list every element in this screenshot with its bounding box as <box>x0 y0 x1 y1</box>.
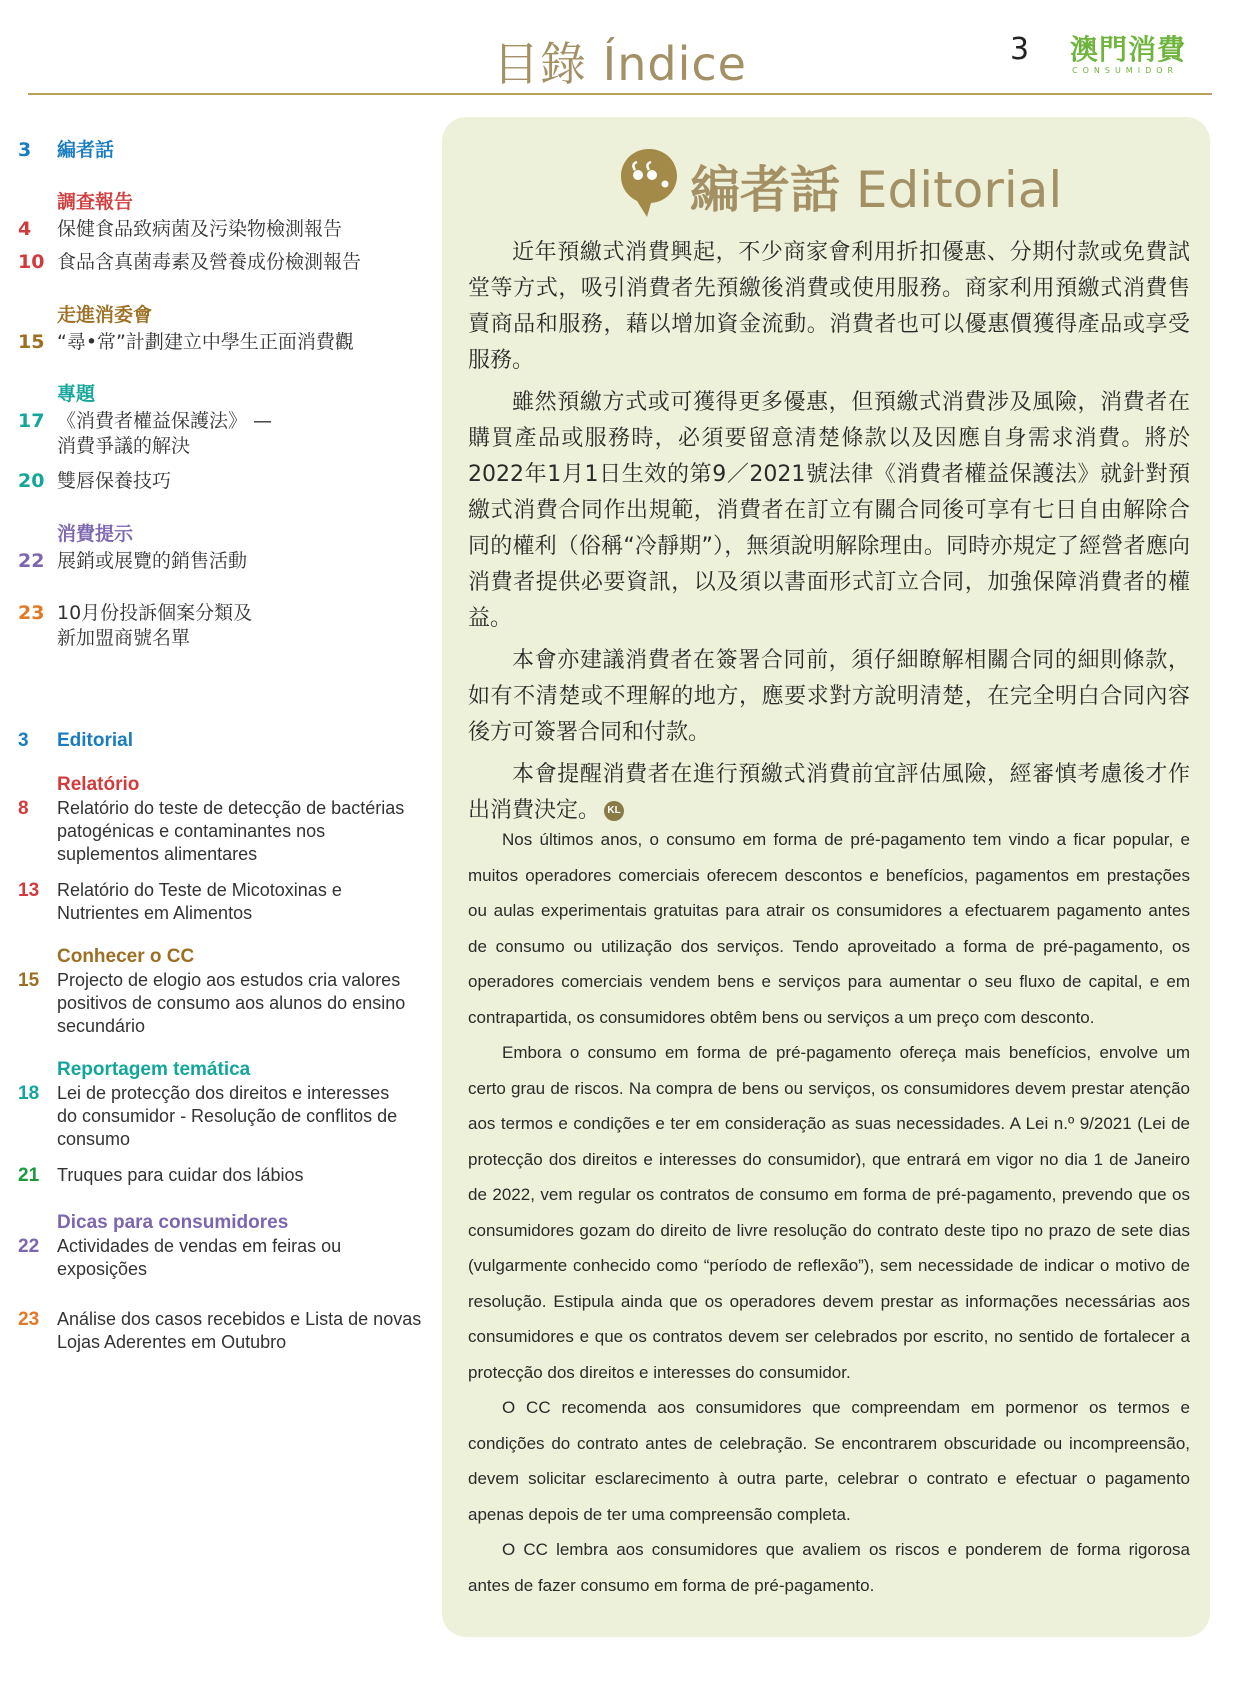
toc-entry-text: 雙唇保養技巧 <box>57 470 172 492</box>
editorial-title-en: Editorial <box>855 161 1063 219</box>
logo-sub-text: CONSUMIDOR <box>1072 66 1179 75</box>
paragraph: Embora o consumo em forma de pré-pagamento ofereça mais benefícios, envolve um certo grau de riscos. Na compra de bens ou serviços, os consumidores devem prestar atenção aos termos e condições e ter em consideração as suas necessidades. A Lei n.º 9/2021 (Lei de protecção dos direitos e interesses do consumidor), que entrará em vigor no dia 1 de Janeiro de 2022, vem regular os contratos de consumo em forma de pré-pagamento, prevendo que os consumidores gozam do direito de livre resolução do contrato deste tipo no prazo de sete dias (vulgarmente conhecido como “período de reflexão”), sem necessidade de indicar o motivo de resolução. Estipula ainda que os operadores devem prestar as informações necessárias aos consumidores e que os contratos devem ser celebrados por escrito, no sentido de fortalecer a protecção dos direitos e interesses do consumidor. <box>468 1043 1190 1382</box>
page-number: 3 <box>1010 32 1030 67</box>
toc-page-number: 23 <box>18 1309 40 1330</box>
toc-page-number: 20 <box>18 470 45 492</box>
toc-page-number: 4 <box>18 218 32 240</box>
toc-entry-text: positivos de consumo aos alunos do ensino <box>57 993 406 1013</box>
toc-entry-text: 食品含真菌毒素及營養成份檢測報告 <box>57 251 362 273</box>
paragraph: 雖然預繳方式或可獲得更多優惠，但預繳式消費涉及風險，消費者在購買產品或服務時，必須要留意清楚條款以及因應自身需求消費。將於2022年1月1日生效的第9／2021號法律《消費者權益保護法》就針對預繳式消費合同作出規範，消費者在訂立有關合同後可享有七日自由解除合同的權利（俗稱“冷靜期”），無須說明解除理由。同時亦規定了經營者應向消費者提供必要資訊，以及須以書面形式訂立合同，加強保障消費者的權益。 <box>468 390 1190 631</box>
toc-section-heading: 調查報告 <box>57 191 134 213</box>
paragraph-last <box>468 757 1190 829</box>
paragraph: Nos últimos anos, o consumo em forma de pré-pagamento tem vindo a ficar popular, e muitos operadores comerciais oferecem descontos e benefícios, pagamentos em prestações ou aulas experimentais gratuitas para atrair os consumidores a efectuarem pagamento antes de consumo ou utilização dos serviços. Tendo aproveitado a forma de pré-pagamento, os operadores comerciais vendem bens e serviços para aumentar o seu fluxo de capital, e em contrapartida, os consumidores obtêm bens ou serviços a um preço com desconto. <box>468 830 1190 1027</box>
toc-entry-text: Nutrientes em Alimentos <box>57 903 253 923</box>
toc-page-number: 15 <box>18 970 40 991</box>
toc-page-number: 8 <box>18 798 29 819</box>
toc-entry-text: exposições <box>57 1259 148 1279</box>
toc-page-number: 3 <box>18 730 29 751</box>
logo-main-text: 澳門消費 <box>1070 33 1187 66</box>
toc-entry-text: 消費爭議的解決 <box>57 435 191 457</box>
toc-page-number: 22 <box>18 550 45 572</box>
toc-section-heading: 專題 <box>57 383 96 405</box>
paragraph: O CC recomenda aos consumidores que compreendam em pormenor os termos e condições do contrato antes de celebração. Se encontrarem obscuridade ou incompreensão, devem solicitar esclarecimento à outra parte, celebrar o contrato e efectuar o pagamento apenas depois de ter uma compreensão completa. <box>468 1398 1190 1524</box>
toc-entry-text: 新加盟商號名單 <box>57 627 191 649</box>
toc-entry-text: patogénicas e contaminantes nos <box>57 821 326 841</box>
toc-entry-text: Lei de protecção dos direitos e interesses <box>57 1083 390 1103</box>
toc-entry-text: Relatório do Teste de Micotoxinas e <box>57 880 342 900</box>
toc-page-number: 22 <box>18 1236 40 1257</box>
toc-entry-text: Lojas Aderentes em Outubro <box>57 1332 287 1352</box>
paragraph: 本會亦建議消費者在簽署合同前，須仔細瞭解相關合同的細則條款，如有不清楚或不理解的地方，應要求對方說明清楚，在完全明白合同內容後方可簽署合同和付款。 <box>468 648 1190 745</box>
toc-entry-text: 10月份投訴個案分類及 <box>57 602 253 624</box>
toc-entry-text: Actividades de vendas em feiras ou <box>57 1236 342 1256</box>
speech-bubble-icon <box>618 147 680 219</box>
editorial-body-zh <box>468 235 1190 835</box>
toc-section-heading: Reportagem temática <box>57 1059 251 1080</box>
toc-page-number: 13 <box>18 880 40 901</box>
toc-page-number: 23 <box>18 602 45 624</box>
toc-page-number: 21 <box>18 1165 40 1186</box>
toc-entry-label: 編者話 <box>57 139 115 161</box>
toc-entry-text: 展銷或展覽的銷售活動 <box>57 550 248 572</box>
toc-entry-text: do consumidor - Resolução de conflitos de <box>57 1106 398 1126</box>
toc-entry-text: 《消費者權益保護法》 — <box>57 410 273 432</box>
toc-section-heading: 消費提示 <box>57 523 134 545</box>
editorial-title <box>690 150 1062 222</box>
toc-entry-text: Análise dos casos recebidos e Lista de novas <box>57 1309 422 1329</box>
paragraph: O CC lembra aos consumidores que avaliem os riscos e ponderem de forma rigorosa antes de fazer consumo em forma de pré-pagamento. <box>468 1540 1190 1595</box>
toc-entry-text: 保健食品致病菌及污染物檢測報告 <box>57 218 343 240</box>
toc-page-number: 15 <box>18 331 45 353</box>
table-of-contents <box>0 0 430 1683</box>
paragraph: 近年預繳式消費興起，不少商家會利用折扣優惠、分期付款或免費試堂等方式，吸引消費者先預繳後消費或使用服務。商家利用預繳式消費售賣商品和服務，藉以增加資金流動。消費者也可以優惠價獲得產品或享受服務。 <box>468 240 1190 373</box>
editorial-title-zh: 編者話 <box>690 161 840 219</box>
toc-page-number: 18 <box>18 1083 40 1104</box>
toc-section-heading: 走進消委會 <box>57 304 153 326</box>
page-title: 目錄 Índice <box>493 37 747 91</box>
paragraph-text: 本會提醒消費者在進行預繳式消費前宜評估風險，經審慎考慮後才作出消費決定。 <box>468 762 1190 823</box>
toc-section-heading: Relatório <box>57 774 140 795</box>
toc-section-heading: Conhecer o CC <box>57 946 195 967</box>
toc-entry-text: “尋•常”計劃建立中學生正面消費觀 <box>57 331 354 353</box>
toc-page-number: 3 <box>18 139 32 161</box>
toc-entry-text: consumo <box>57 1129 131 1149</box>
toc-entry-label: Editorial <box>57 730 134 751</box>
toc-page-number: 17 <box>18 410 45 432</box>
editorial-body-pt <box>468 822 1190 1603</box>
toc-entry-text: Relatório do teste de detecção de bactérias <box>57 798 405 818</box>
toc-entry-text: secundário <box>57 1016 146 1036</box>
author-badge-icon: KL <box>604 801 624 821</box>
magazine-logo <box>1070 34 1200 76</box>
toc-entry-text: Projecto de elogio aos estudos cria valores <box>57 970 401 990</box>
toc-page-number: 10 <box>18 251 45 273</box>
toc-section-heading: Dicas para consumidores <box>57 1212 289 1233</box>
toc-entry-text: suplementos alimentares <box>57 844 258 864</box>
toc-entry-text: Truques para cuidar dos lábios <box>57 1165 304 1185</box>
